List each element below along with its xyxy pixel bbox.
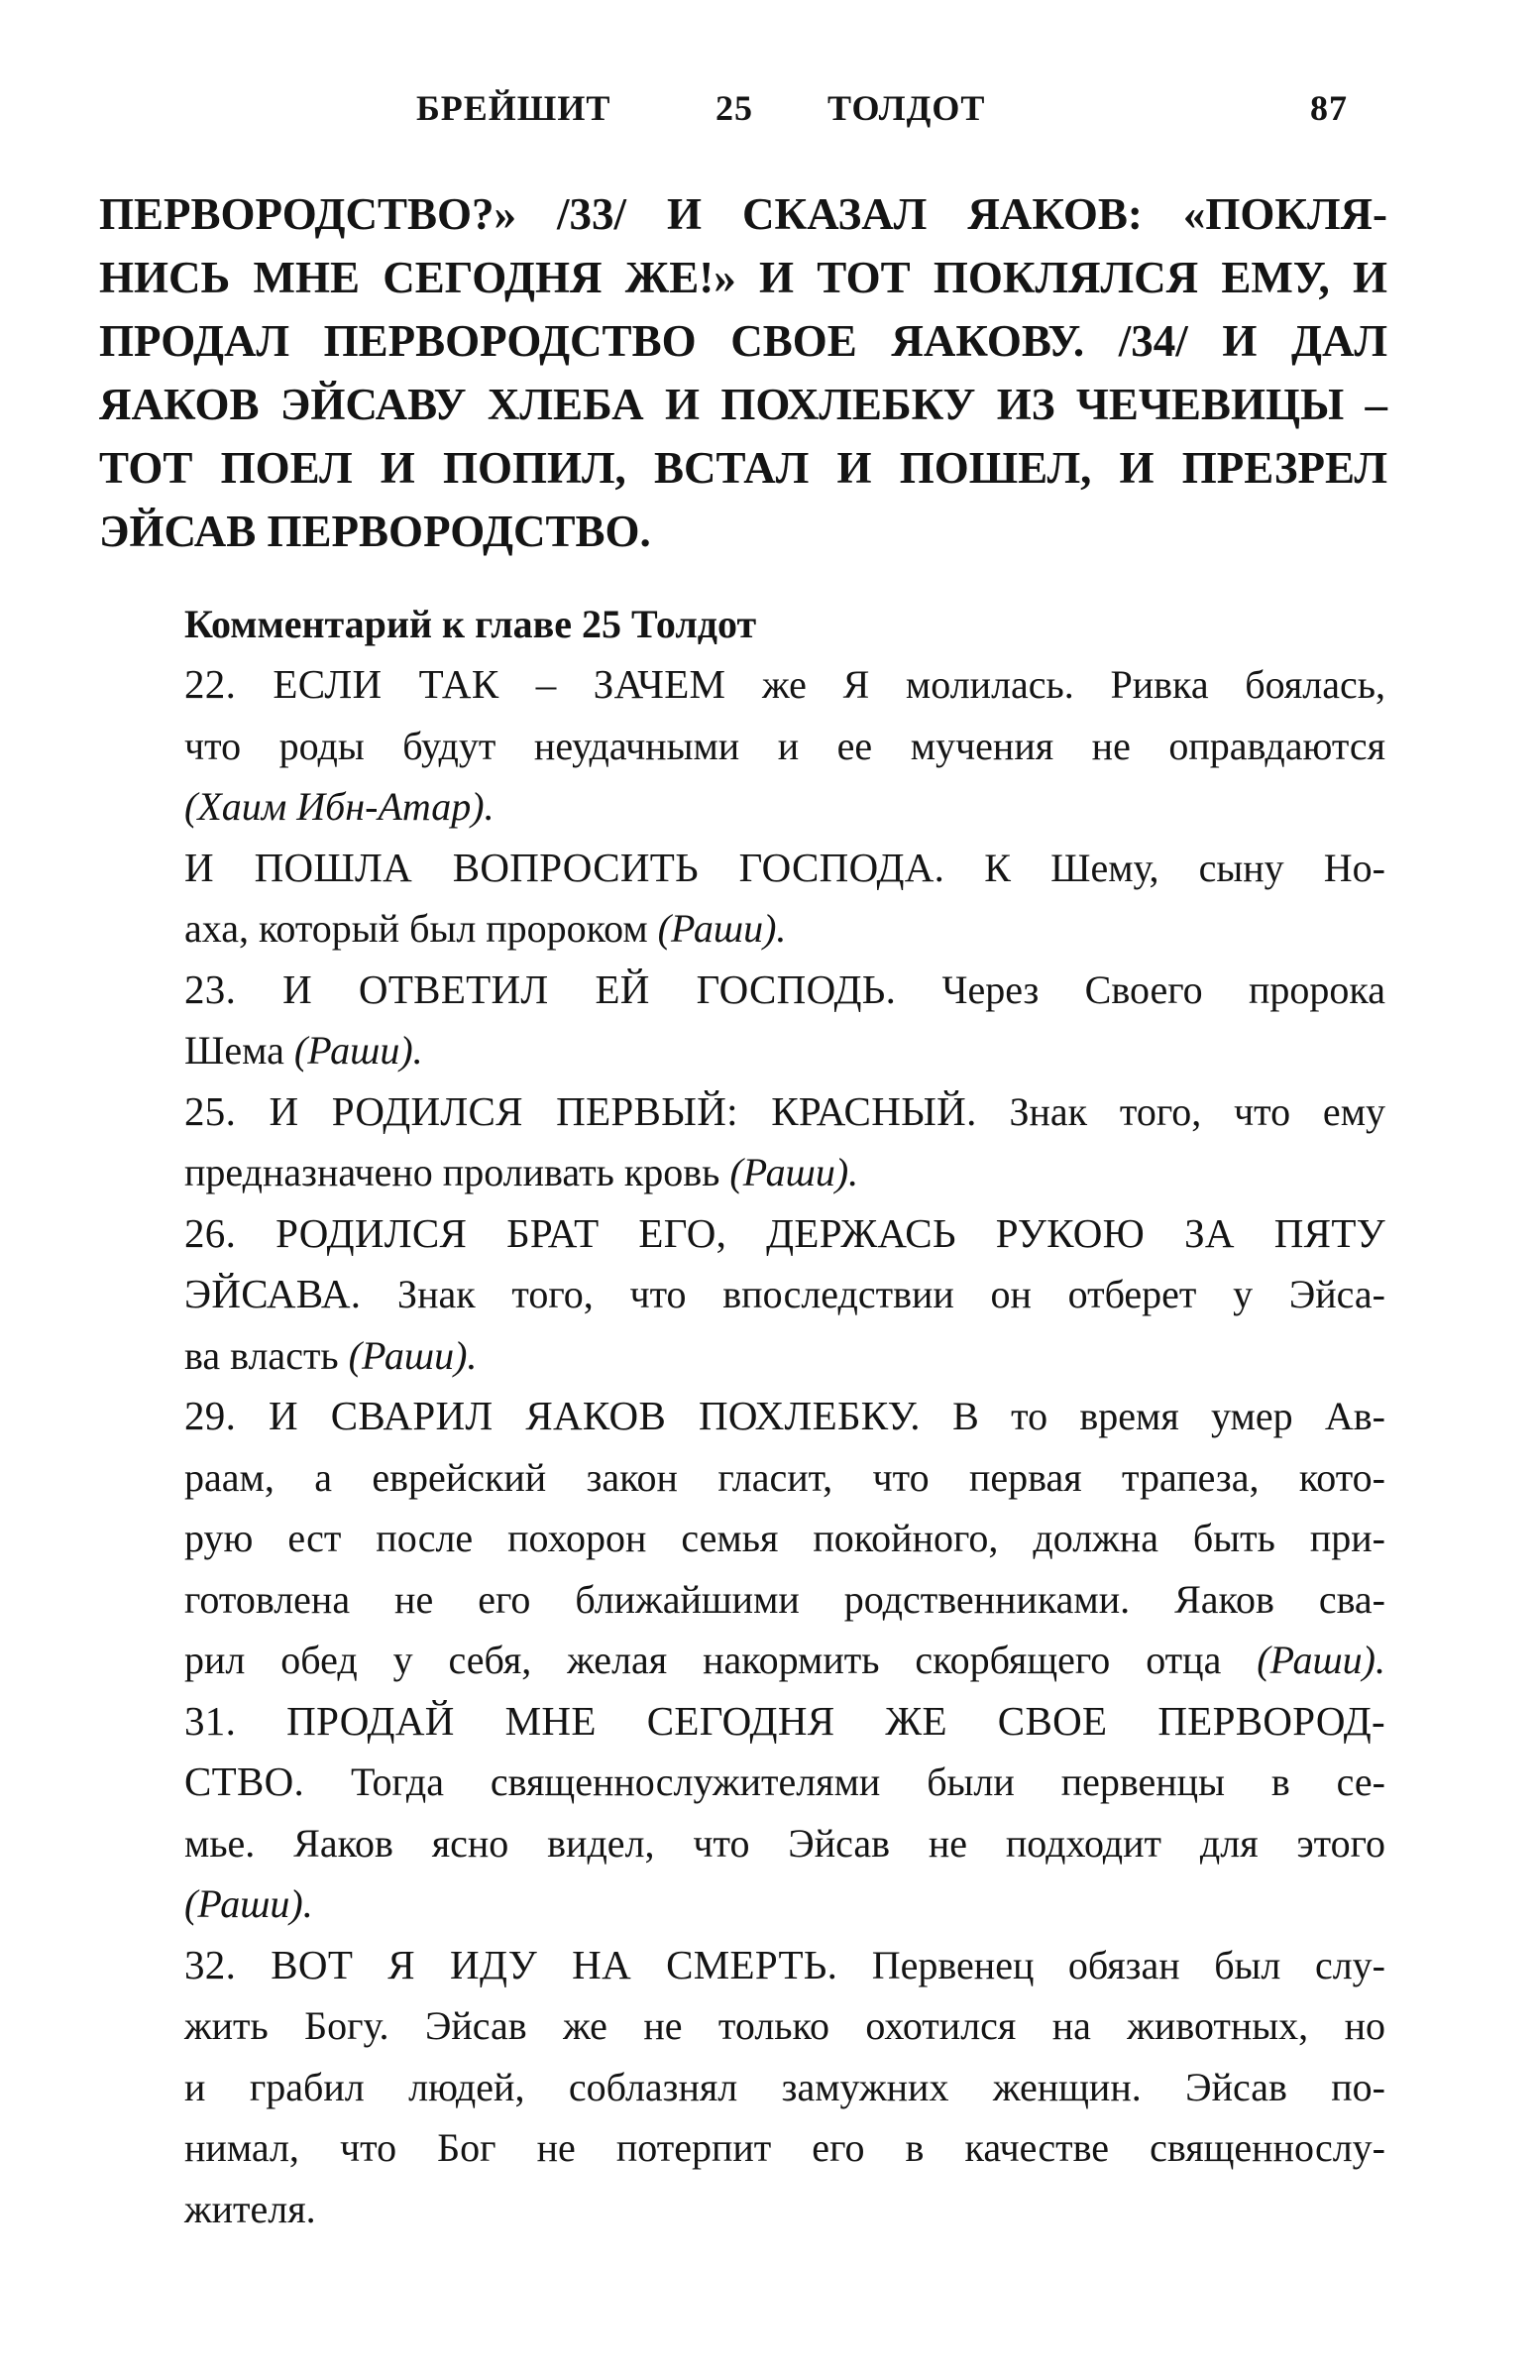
- verse-line: ТОТ ПОЕЛ И ПОПИЛ, ВСТАЛ И ПОШЕЛ, И ПРЕЗРЕЛ: [99, 443, 1387, 493]
- commentary-text: В то время умер Ав-: [920, 1394, 1385, 1438]
- commentary-headword: 23. И ОТВЕТИЛ ЕЙ ГОСПОДЬ.: [184, 965, 897, 1012]
- commentary-line: [184, 1813, 1385, 1874]
- commentary-source: (Раши).: [184, 1881, 313, 1926]
- commentary-line: [184, 1142, 1385, 1203]
- verse-text: [99, 182, 1387, 563]
- commentary-line: [184, 1081, 1385, 1143]
- verse-line: ЭЙСАВ ПЕРВОРОДСТВО.: [99, 507, 651, 556]
- commentary-text: же Я молилась. Ривка боялась,: [725, 662, 1385, 707]
- commentary-headword: 26. РОДИЛСЯ БРАТ ЕГО, ДЕРЖАСЬ РУКОЮ ЗА ПЯТУ: [184, 1209, 1385, 1256]
- commentary-line: [184, 1264, 1385, 1325]
- commentary-lines: [184, 654, 1385, 2239]
- commentary-text: и грабил людей, соблазнял замужних женщин. Эйсав по-: [184, 2064, 1385, 2109]
- commentary-line: [184, 1203, 1385, 1265]
- verse-line: ЯАКОВ ЭЙСАВУ ХЛЕБА И ПОХЛЕБКУ ИЗ ЧЕЧЕВИЦЫ –: [99, 380, 1387, 429]
- commentary-text: раам, а еврейский закон гласит, что первая трапеза, кото-: [184, 1454, 1385, 1500]
- commentary-text: К Шему, сыну Но-: [944, 845, 1386, 890]
- commentary-headword: 22. ЕСЛИ ТАК – ЗАЧЕМ: [184, 661, 726, 707]
- commentary-line: [184, 2179, 1385, 2240]
- commentary-line: [184, 1386, 1385, 1447]
- running-head: [0, 83, 1540, 133]
- commentary-source: (Раши).: [657, 906, 787, 951]
- commentary-text: жить Богу. Эйсав же не только охотился на животных, но: [184, 2003, 1385, 2048]
- commentary-source: (Раши).: [1257, 1638, 1385, 1682]
- commentary-line: [184, 1935, 1385, 1996]
- commentary-text: нимал, что Бог не потерпит его в качестве священнослу-: [184, 2125, 1385, 2170]
- commentary-line: [184, 776, 1385, 838]
- commentary-headword: И ПОШЛА ВОПРОСИТЬ ГОСПОДА.: [184, 844, 945, 890]
- verse-line: НИСЬ МНЕ СЕГОДНЯ ЖЕ!» И ТОТ ПОКЛЯЛСЯ ЕМУ, И: [99, 253, 1387, 302]
- commentary-headword: 29. И СВАРИЛ ЯАКОВ ПОХЛЕБКУ.: [184, 1393, 921, 1438]
- commentary-line: [184, 654, 1385, 716]
- verse-line: ПЕРВОРОДСТВО?» /33/ И СКАЗАЛ ЯАКОВ: «ПОКЛЯ-: [99, 189, 1387, 239]
- commentary-source: (Раши).: [293, 1028, 423, 1073]
- running-head-book: БРЕЙШИТ: [416, 88, 611, 128]
- commentary-text: Первенец обязан был слу-: [837, 1942, 1385, 1987]
- commentary-text: Через Своего пророка: [896, 966, 1385, 1012]
- commentary-line: [184, 838, 1385, 899]
- commentary-headword: 32. ВОТ Я ИДУ НА СМЕРТЬ.: [184, 1941, 838, 1987]
- commentary-headword: ЭЙСАВА.: [184, 1271, 362, 1316]
- commentary-text: жителя.: [184, 2186, 316, 2231]
- commentary-text: Знак того, что ему: [976, 1088, 1385, 1134]
- commentary-text: аха, который был пророком: [184, 906, 658, 951]
- running-head-portion: ТОЛДОТ: [827, 88, 986, 128]
- commentary-headword: СТВО.: [184, 1758, 305, 1804]
- commentary-source: (Раши).: [729, 1150, 859, 1194]
- commentary-line: [184, 960, 1385, 1021]
- commentary-text: предназначено проливать кровь: [184, 1150, 730, 1194]
- commentary-text: Знак того, что впоследствии он отберет у Эйса-: [361, 1272, 1385, 1316]
- commentary-title: Комментарий к главе 25 Толдот: [184, 602, 757, 646]
- commentary-text: Тогда священнослужителями были первенцы в се-: [304, 1759, 1385, 1804]
- commentary-text: мье. Яаков ясно видел, что Эйсав не подходит для этого: [184, 1820, 1385, 1866]
- commentary-text: ва власть: [184, 1332, 349, 1378]
- commentary-text: рил обед у себя, желая накормить скорбящего отца: [184, 1638, 1258, 1682]
- commentary-line: [184, 2057, 1385, 2118]
- running-head-chapter: 25: [715, 88, 753, 128]
- commentary-text: рую ест после похорон семья покойного, должна быть при-: [184, 1516, 1385, 1560]
- commentary-line: [184, 898, 1385, 960]
- commentary-line: [184, 1508, 1385, 1569]
- commentary-line: [184, 1020, 1385, 1081]
- commentary-line: [184, 1995, 1385, 2057]
- commentary-text: что роды будут неудачными и ее мучения не оправдаются: [184, 723, 1385, 768]
- commentary-line: [184, 1691, 1385, 1753]
- commentary-line: [184, 1752, 1385, 1813]
- commentary-line: [184, 1447, 1385, 1509]
- commentary-source: (Раши).: [348, 1332, 478, 1378]
- commentary-line: [184, 1569, 1385, 1631]
- commentary-section: [184, 595, 1385, 2239]
- commentary-text: Шема: [184, 1028, 294, 1073]
- commentary-line: [184, 1630, 1385, 1691]
- commentary-line: [184, 1325, 1385, 1387]
- commentary-line: [184, 716, 1385, 777]
- commentary-headword: 25. И РОДИЛСЯ ПЕРВЫЙ: КРАСНЫЙ.: [184, 1087, 977, 1134]
- commentary-source: (Хаим Ибн-Атар).: [184, 784, 495, 829]
- page-number: 87: [1310, 88, 1348, 128]
- commentary-text: готовлена не его ближайшими родственниками. Яаков сва-: [184, 1576, 1385, 1622]
- commentary-line: [184, 1873, 1385, 1935]
- verse-line: ПРОДАЛ ПЕРВОРОДСТВО СВОЕ ЯАКОВУ. /34/ И ДАЛ: [99, 316, 1387, 366]
- commentary-headword: 31. ПРОДАЙ МНЕ СЕГОДНЯ ЖЕ СВОЕ ПЕРВОРОД-: [184, 1697, 1385, 1744]
- commentary-line: [184, 2117, 1385, 2179]
